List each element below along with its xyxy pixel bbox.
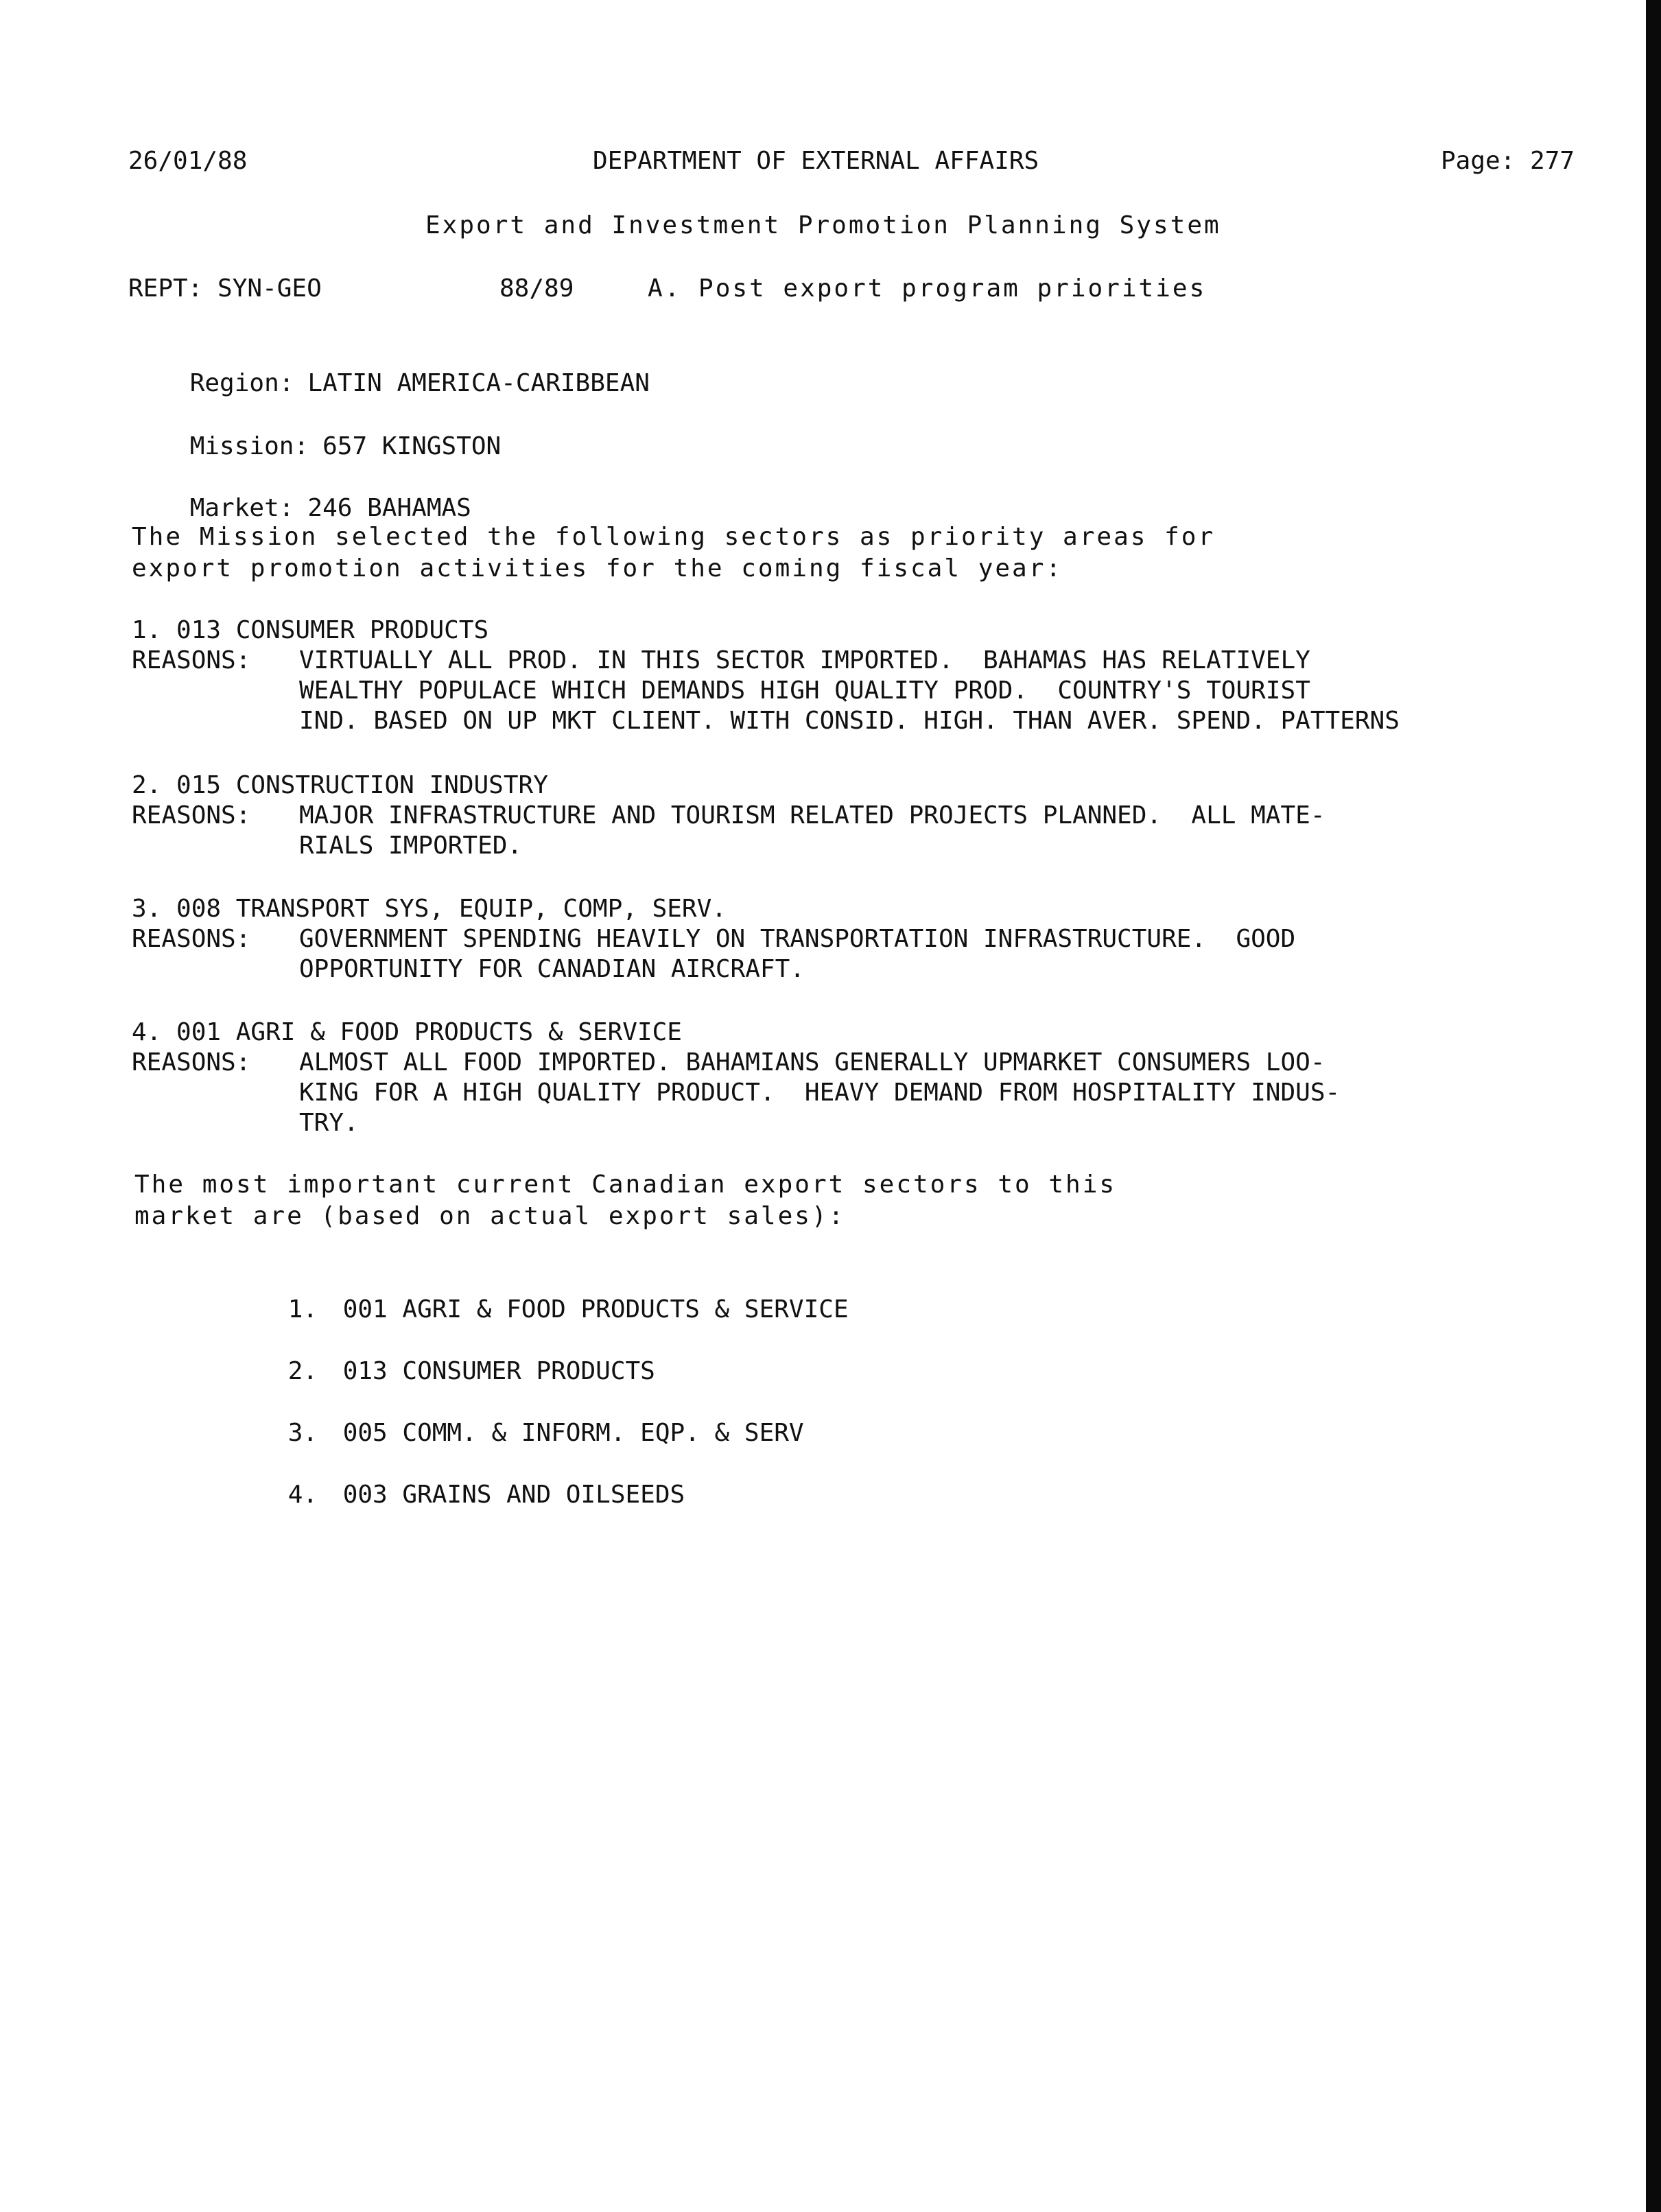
sector-4-reason-line: KING FOR A HIGH QUALITY PRODUCT. HEAVY DEMAND FROM HOSPITALITY INDUS- xyxy=(299,1079,1341,1107)
sector-1-reason-line: VIRTUALLY ALL PROD. IN THIS SECTOR IMPORTED. BAHAMAS HAS RELATIVELY xyxy=(299,646,1310,674)
report-title: A. Post export program priorities xyxy=(648,274,1207,303)
region-value: LATIN AMERICA-CARIBBEAN xyxy=(307,369,650,397)
page-number: Page: 277 xyxy=(1441,147,1575,175)
region-label: Region: xyxy=(189,369,294,397)
sector-4-reason-line: TRY. xyxy=(299,1109,359,1137)
department-name: DEPARTMENT OF EXTERNAL AFFAIRS xyxy=(593,147,1039,175)
sector-1-reasons-label: REASONS: xyxy=(132,646,251,674)
top-sector-text: 001 AGRI & FOOD PRODUCTS & SERVICE xyxy=(342,1295,849,1323)
top-sector-number: 1. xyxy=(287,1295,318,1323)
mission-label: Mission: xyxy=(189,432,309,460)
sector-4-reason-line: ALMOST ALL FOOD IMPORTED. BAHAMIANS GENERALLY UPMARKET CONSUMERS LOO- xyxy=(299,1048,1326,1076)
sector-1-reason-line: WEALTHY POPULACE WHICH DEMANDS HIGH QUALITY PROD. COUNTRY'S TOURIST xyxy=(299,676,1310,705)
sector-4-heading: 4. 001 AGRI & FOOD PRODUCTS & SERVICE xyxy=(132,1018,682,1046)
sector-2-heading: 2. 015 CONSTRUCTION INDUSTRY xyxy=(132,771,548,799)
market-label: Market: xyxy=(189,494,294,522)
top-sector-item xyxy=(228,1448,685,1542)
mission-value: 657 KINGSTON xyxy=(322,432,502,460)
top-sector-number: 2. xyxy=(287,1357,318,1385)
top-sector-number: 3. xyxy=(287,1419,318,1447)
top-sector-text: 005 COMM. & INFORM. EQP. & SERV xyxy=(342,1419,804,1447)
report-code: REPT: SYN-GEO xyxy=(128,274,322,303)
top-sector-text: 013 CONSUMER PRODUCTS xyxy=(342,1357,655,1385)
report-fiscal-year: 88/89 xyxy=(499,274,574,303)
closing-line-1: The most important current Canadian export sectors to this xyxy=(134,1170,1117,1199)
scan-edge-bar xyxy=(1646,0,1661,2212)
sector-4-reasons-label: REASONS: xyxy=(132,1048,251,1076)
top-sector-text: 003 GRAINS AND OILSEEDS xyxy=(342,1481,685,1509)
closing-line-2: market are (based on actual export sales): xyxy=(134,1202,846,1230)
sector-3-reason-line: GOVERNMENT SPENDING HEAVILY ON TRANSPORTATION INFRASTRUCTURE. GOOD xyxy=(299,925,1296,953)
top-sector-number: 4. xyxy=(287,1481,318,1509)
sector-2-reason-line: RIALS IMPORTED. xyxy=(299,832,523,860)
sector-2-reason-line: MAJOR INFRASTRUCTURE AND TOURISM RELATED PROJECTS PLANNED. ALL MATE- xyxy=(299,801,1326,830)
sector-1-heading: 1. 013 CONSUMER PRODUCTS xyxy=(132,616,489,644)
intro-line-2: export promotion activities for the coming fiscal year: xyxy=(132,554,1063,583)
market-value: 246 BAHAMAS xyxy=(307,494,471,522)
report-date: 26/01/88 xyxy=(128,147,248,175)
sector-3-reasons-label: REASONS: xyxy=(132,925,251,953)
sector-3-reason-line: OPPORTUNITY FOR CANADIAN AIRCRAFT. xyxy=(299,955,805,983)
sector-2-reasons-label: REASONS: xyxy=(132,801,251,830)
system-title: Export and Investment Promotion Planning System xyxy=(425,211,1221,239)
sector-3-heading: 3. 008 TRANSPORT SYS, EQUIP, COMP, SERV. xyxy=(132,895,727,923)
intro-line-1: The Mission selected the following sectors as priority areas for xyxy=(132,523,1216,551)
sector-1-reason-line: IND. BASED ON UP MKT CLIENT. WITH CONSID. HIGH. THAN AVER. SPEND. PATTERNS xyxy=(299,707,1400,735)
